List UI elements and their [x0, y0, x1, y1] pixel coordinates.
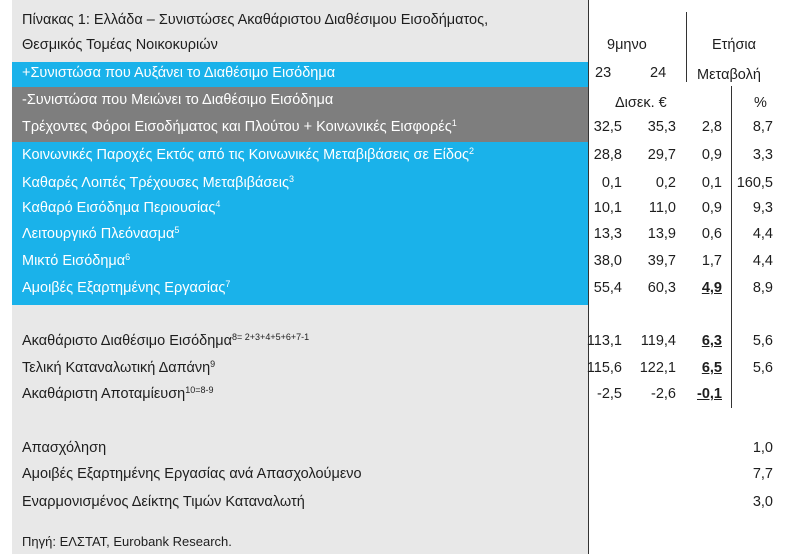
row-label-text: Τελική Καταναλωτική Δαπάνη — [22, 360, 211, 376]
row-label-text: Καθαρές Λοιπές Τρέχουσες Μεταβιβάσεις — [22, 175, 290, 191]
cell-9m-2023: 55,4 — [593, 280, 622, 296]
header-year2: 24 — [650, 65, 667, 81]
cell-change-pct: 8,7 — [752, 119, 773, 135]
cell-change-abs: -0,1 — [697, 386, 722, 402]
row-label-text: Αμοιβές Εξαρτημένης Εργασίας ανά Απασχολούμενο — [22, 466, 362, 482]
header-annual: Ετήσια — [712, 37, 757, 53]
footnote-ref: 10=8-9 — [185, 385, 214, 395]
row-label — [22, 174, 294, 192]
cell-9m-2023: 13,3 — [593, 226, 622, 242]
divider-period-annual — [686, 12, 687, 82]
cell-9m-2024: 29,7 — [647, 147, 676, 163]
row-label — [22, 252, 130, 270]
footnote-ref: 3 — [289, 174, 295, 184]
cell-9m-2023: 10,1 — [593, 200, 622, 216]
cell-change-abs: 4,9 — [701, 280, 722, 296]
row-label-text: Εναρμονισμένος Δείκτης Τιμών Καταναλωτή — [22, 494, 305, 510]
row-label — [22, 493, 305, 511]
cell-change-pct: 5,6 — [752, 333, 773, 349]
header-year1: 23 — [595, 65, 612, 81]
cell-change-abs: 0,6 — [701, 226, 722, 242]
row-label-text: Ακαθάριστο Διαθέσιμο Εισόδημα — [22, 333, 233, 349]
row-label-text: Ακαθάριστη Αποταμίευση — [22, 386, 186, 402]
footnote-ref: 8= 2+3+4+5+6+7-1 — [232, 332, 310, 342]
cell-9m-2024: 35,3 — [647, 119, 676, 135]
row-label-text: Λειτουργικό Πλεόνασμα — [22, 226, 175, 242]
cell-9m-2023: 38,0 — [593, 253, 622, 269]
row-label — [22, 385, 214, 403]
footnote-ref: 4 — [215, 199, 221, 209]
row-label — [22, 146, 474, 164]
cell-change-pct: 160,5 — [736, 175, 773, 191]
cell-change-abs: 0,9 — [701, 147, 722, 163]
row-label-text: Μικτό Εισόδημα — [22, 253, 126, 269]
cell-change-pct: 4,4 — [752, 226, 773, 242]
cell-change-abs: 6,5 — [701, 360, 722, 376]
legend-increase: +Συνιστώσα που Αυξάνει το Διαθέσιμο Εισόδημα — [22, 65, 336, 81]
cell-change-pct: 9,3 — [752, 200, 773, 216]
cell-9m-2024: 119,4 — [640, 333, 676, 349]
row-label — [22, 465, 362, 483]
cell-change-abs: 1,7 — [701, 253, 722, 269]
row-label-text: Κοινωνικές Παροχές Εκτός από τις Κοινωνικές Μεταβιβάσεις σε Είδος — [22, 147, 469, 163]
table-title-line1: Πίνακας 1: Ελλάδα – Συνιστώσες Ακαθάριστου Διαθέσιμου Εισοδήματος, — [22, 12, 489, 28]
footnote-ref: 5 — [174, 225, 180, 235]
row-label — [22, 439, 106, 457]
source-note: Πηγή: ΕΛΣΤΑΤ, Eurobank Research. — [22, 534, 232, 549]
legend-decrease: -Συνιστώσα που Μειώνει το Διαθέσιμο Εισόδημα — [22, 92, 334, 108]
header-unit-eur: Δισεκ. € — [615, 95, 667, 111]
cell-9m-2023: 32,5 — [593, 119, 622, 135]
cell-9m-2024: 0,2 — [655, 175, 676, 191]
divider-after-labels — [588, 0, 589, 554]
cell-change-abs: 6,3 — [701, 333, 722, 349]
cell-change-abs: 2,8 — [701, 119, 722, 135]
cell-change-abs: 0,1 — [701, 175, 722, 191]
footnote-ref: 2 — [469, 146, 475, 156]
cell-change-pct: 8,9 — [752, 280, 773, 296]
row-label — [22, 225, 179, 243]
cell-9m-2023: 115,6 — [586, 360, 622, 376]
footnote-ref: 7 — [225, 279, 231, 289]
cell-change-abs: 0,9 — [701, 200, 722, 216]
cell-9m-2024: 13,9 — [647, 226, 676, 242]
row-label — [22, 332, 309, 350]
cell-9m-2024: 11,0 — [648, 200, 676, 216]
row-label — [22, 199, 220, 217]
row-label-text: Απασχόληση — [22, 440, 107, 456]
cell-change-pct: 3,3 — [752, 147, 773, 163]
row-label — [22, 118, 457, 136]
header-change: Μεταβολή — [697, 67, 761, 83]
footnote-ref: 1 — [451, 118, 457, 128]
cell-9m-2024: -2,6 — [651, 386, 676, 402]
cell-change-pct: 4,4 — [752, 253, 773, 269]
row-label — [22, 359, 215, 377]
cell-9m-2024: 39,7 — [647, 253, 676, 269]
row-label-text: Τρέχοντες Φόροι Εισοδήματος και Πλούτου + Κοινωνικές Εισφορές — [22, 119, 452, 135]
cell-9m-2023: -2,5 — [597, 386, 622, 402]
cell-9m-2023: 0,1 — [601, 175, 622, 191]
header-period: 9μηνο — [607, 37, 647, 53]
cell-9m-2023: 113,1 — [586, 333, 622, 349]
footnote-ref: 9 — [210, 359, 216, 369]
cell-change-pct: 5,6 — [752, 360, 773, 376]
header-unit-pct: % — [754, 95, 767, 111]
cell-change-pct: 3,0 — [752, 494, 773, 510]
footnote-ref: 6 — [125, 252, 131, 262]
table-title-line2: Θεσμικός Τομέας Νοικοκυριών — [22, 37, 218, 53]
row-label-text: Καθαρό Εισόδημα Περιουσίας — [22, 200, 216, 216]
cell-change-pct: 7,7 — [752, 466, 773, 482]
cell-9m-2024: 122,1 — [639, 360, 676, 376]
cell-9m-2023: 28,8 — [593, 147, 622, 163]
row-label — [22, 279, 230, 297]
row-label-text: Αμοιβές Εξαρτημένης Εργασίας — [22, 280, 226, 296]
cell-change-pct: 1,0 — [752, 440, 773, 456]
cell-9m-2024: 60,3 — [647, 280, 676, 296]
